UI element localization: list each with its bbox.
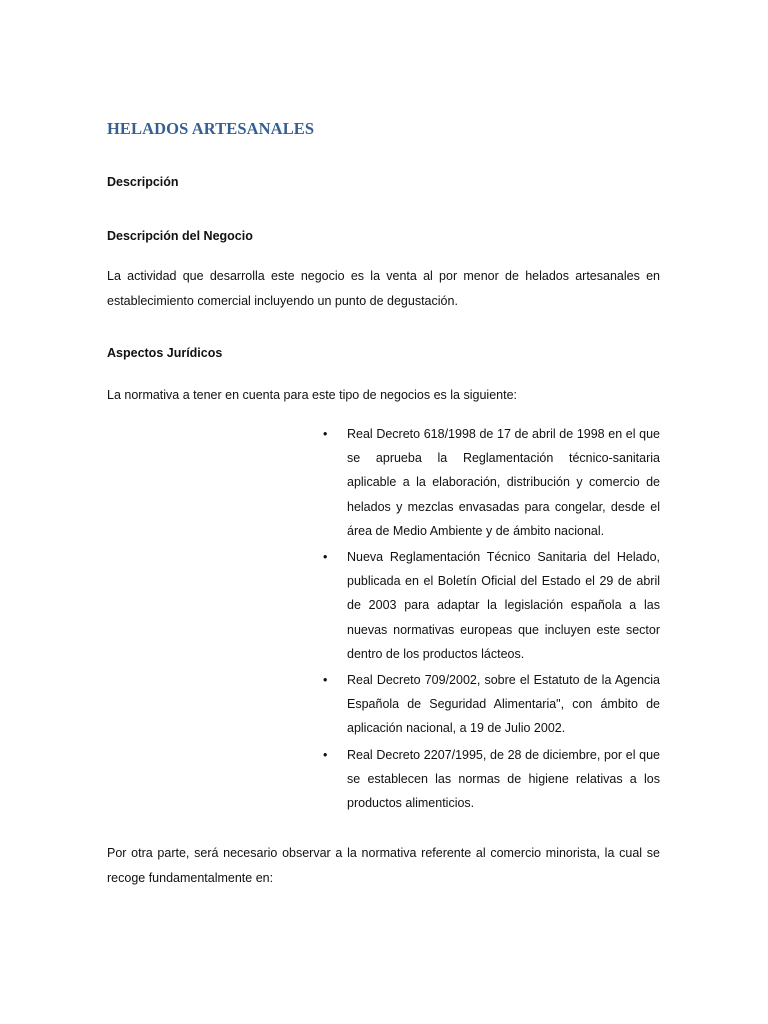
normativa-list (320, 422, 660, 817)
normativa-item-text: Real Decreto 2207/1995, de 28 de diciembre, por el que se establecen las normas de higiene relativas a los productos alimenticios. (347, 747, 660, 811)
normativa-list-item (320, 668, 660, 741)
bullet-icon: • (323, 550, 328, 565)
normativa-item-text: Real Decreto 618/1998 de 17 de abril de 1998 en el que se aprueba la Reglamentación técnico-sanitaria aplicable a la elaboración, distribución y comercio de helados y mezclas envasadas para congelar, desde el área de Medio Ambiente y de ámbito nacional. (347, 427, 660, 538)
bullet-icon: • (323, 673, 328, 688)
normativa-list-item (320, 743, 660, 816)
paragraph-normativa-intro: La normativa a tener en cuenta para este tipo de negocios es la siguiente: (107, 388, 517, 402)
paragraph-negocio: La actividad que desarrolla este negocio es la venta al por menor de helados artesanales en establecimiento comercial incluyendo un punto de degustación. (107, 269, 660, 308)
normativa-item-text: Nueva Reglamentación Técnico Sanitaria del Helado, publicada en el Boletín Oficial del Estado el 29 de abril de 2003 para adaptar la legislación española a las nuevas normativas europeas que incluyen este sector dentro de los productos lácteos. (347, 550, 660, 661)
paragraph-comercio-minorista: Por otra parte, será necesario observar a la normativa referente al comercio minorista, la cual se recoge fundamentalmente en: (107, 846, 660, 885)
normativa-list-item (320, 545, 660, 666)
section-heading-aspectos-juridicos: Aspectos Jurídicos (107, 346, 223, 360)
bullet-icon: • (323, 747, 328, 762)
document-title: HELADOS ARTESANALES (107, 119, 315, 138)
bullet-icon: • (323, 427, 328, 441)
normativa-list-item (320, 422, 660, 543)
normativa-item-text: Real Decreto 709/2002, sobre el Estatuto de la Agencia Española de Seguridad Alimentaria", con ámbito de aplicación nacional, a 19 de Julio 2002. (347, 673, 660, 736)
section-heading-descripcion-negocio: Descripción del Negocio (107, 229, 253, 243)
section-heading-descripcion: Descripción (107, 175, 179, 189)
